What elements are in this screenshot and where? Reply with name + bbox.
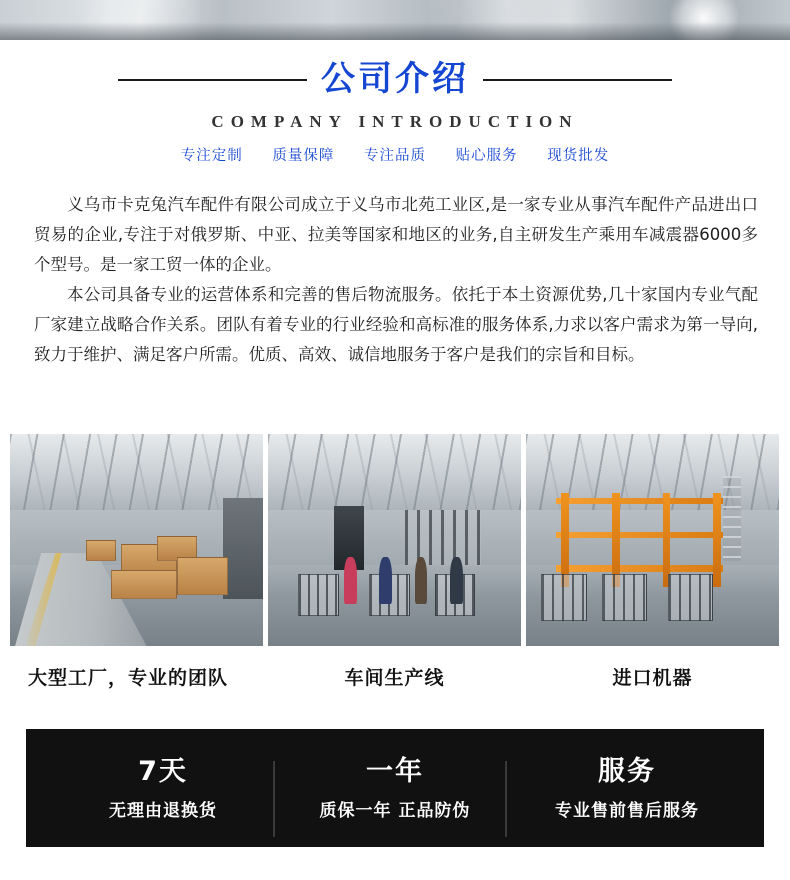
photo-worker bbox=[344, 557, 357, 604]
photo-carton-stack bbox=[177, 557, 228, 595]
page-title: 公司介绍 bbox=[307, 56, 483, 102]
photo-wire-crate bbox=[668, 574, 714, 621]
photo-caption: 车间生产线 bbox=[344, 667, 445, 689]
photo-wire-crate bbox=[541, 574, 587, 621]
page-subtitle-english: COMPANY INTRODUCTION bbox=[211, 112, 579, 131]
photo-beams-decoration bbox=[268, 434, 521, 515]
title-rule-right bbox=[480, 79, 672, 81]
promise-subtext: 无理由退换货 bbox=[109, 801, 217, 821]
photo-rack-beam bbox=[556, 565, 723, 571]
promise-item-return bbox=[54, 755, 272, 821]
top-banner-strip bbox=[0, 0, 790, 40]
gallery-photo-warehouse-aisle bbox=[10, 434, 263, 646]
photo-worker bbox=[379, 557, 392, 604]
photo-ladder bbox=[723, 476, 741, 561]
tagline-item: 贴心服务 bbox=[455, 148, 518, 164]
description-paragraph: 义乌市卡克兔汽车配件有限公司成立于义乌市北苑工业区,是一家专业从事汽车配件产品进出口贸易的企业,专注于对俄罗斯、中亚、拉美等国家和地区的业务,自主研发生产乘用车减震器6000多个型号。是一家工贸一体的企业。 bbox=[34, 195, 758, 274]
photo-wall-decoration bbox=[268, 510, 521, 569]
photo-wire-crate bbox=[602, 574, 648, 621]
tagline-item: 专注定制 bbox=[180, 148, 243, 164]
photo-shelf-decoration bbox=[223, 498, 263, 600]
photo-rack-column bbox=[713, 493, 721, 586]
promise-item-service bbox=[518, 755, 736, 821]
photo-worker bbox=[450, 557, 463, 604]
tagline-item: 现货批发 bbox=[547, 148, 610, 164]
photo-caption: 大型工厂，专业的团队 bbox=[28, 667, 229, 689]
promise-subtext: 专业售前售后服务 bbox=[555, 801, 699, 821]
service-promise-bar bbox=[26, 729, 764, 847]
description-paragraph: 本公司具备专业的运营体系和完善的售后物流服务。依托于本土资源优势,几十家国内专业气配厂家建立战略合作关系。团队有着专业的行业经验和高标准的服务体系,力求以客户需求为第一导向,致力于维护、满足客户所需。优质、高效、诚信地服务于客户是我们的宗旨和目标。 bbox=[34, 285, 758, 364]
photo-rack-beam bbox=[556, 498, 723, 504]
company-description bbox=[34, 190, 758, 370]
promise-headline: 一年 bbox=[366, 756, 424, 787]
section-header bbox=[0, 56, 790, 165]
photo-rack-beam bbox=[556, 532, 723, 538]
gallery-photo-production-line bbox=[268, 434, 521, 646]
photo-carton-stack bbox=[86, 540, 116, 561]
photo-gallery bbox=[10, 434, 780, 646]
promise-item-warranty bbox=[286, 755, 504, 821]
promise-headline: 7天 bbox=[138, 756, 188, 787]
promise-headline: 服务 bbox=[598, 756, 656, 787]
photo-rack-column bbox=[561, 493, 569, 586]
photo-wire-cart bbox=[298, 574, 338, 616]
photo-carton-stack bbox=[111, 570, 177, 600]
photo-parts-rack bbox=[405, 510, 481, 565]
tagline-item: 专注品质 bbox=[364, 148, 426, 164]
photo-caption: 进口机器 bbox=[612, 667, 693, 689]
photo-rack-column bbox=[612, 493, 620, 586]
gallery-photo-imported-machines bbox=[526, 434, 779, 646]
title-row bbox=[0, 56, 790, 102]
tagline-list bbox=[0, 144, 790, 165]
photo-captions bbox=[10, 660, 780, 700]
title-rule-left bbox=[118, 79, 310, 81]
promise-subtext: 质保一年 正品防伪 bbox=[319, 801, 471, 821]
tagline-item: 质量保障 bbox=[272, 148, 335, 164]
photo-worker bbox=[415, 557, 428, 604]
photo-rack-column bbox=[663, 493, 671, 586]
strip-shadow-decoration bbox=[0, 22, 790, 40]
